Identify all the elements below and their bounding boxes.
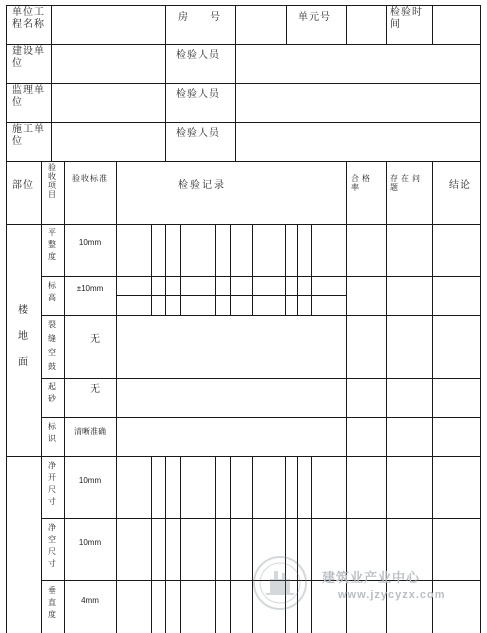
section-floor-label: 楼地面 <box>18 305 28 368</box>
col-standard: 验收标准 <box>72 174 108 183</box>
supervision-unit-label: 监理单位 <box>12 85 45 108</box>
unit-label: 单元号 <box>298 12 331 23</box>
construction-inspector-label: 检验人员 <box>176 50 220 61</box>
standard-clear-height: 10mm <box>78 538 102 547</box>
inspect-time-label: 检验时间 <box>390 7 423 30</box>
standard-flatness: 10mm <box>78 238 102 247</box>
col-issues: 存在问题 <box>390 174 423 192</box>
item-marking: 标识 <box>48 422 56 443</box>
watermark-seal-icon <box>252 555 308 611</box>
col-conclusion: 结论 <box>449 180 471 191</box>
col-record: 检验记录 <box>178 180 226 191</box>
item-cracks: 裂缝空鼓 <box>48 320 56 371</box>
col-location: 部位 <box>12 180 34 191</box>
standard-marking: 清晰准确 <box>74 427 106 436</box>
construction-unit-label: 建设单位 <box>12 46 45 69</box>
watermark-url: www.jzycyzx.com <box>338 589 446 601</box>
builder-inspector-label: 检验人员 <box>176 128 220 139</box>
item-verticality: 垂直度 <box>48 586 56 619</box>
item-clear-height: 净空尺寸 <box>48 523 56 568</box>
watermark-title: 建筑业产业中心 <box>322 570 421 585</box>
standard-sanding: 无 <box>90 384 100 395</box>
col-item: 验收项目 <box>48 163 56 199</box>
standard-clear-opening: 10mm <box>78 476 102 485</box>
standard-elevation: ±10mm <box>76 284 104 293</box>
standard-verticality: 4mm <box>81 596 99 605</box>
builder-unit-label: 施工单位 <box>12 124 45 147</box>
supervision-inspector-label: 检验人员 <box>176 89 220 100</box>
watermark <box>252 555 482 621</box>
room-label: 房号 <box>178 12 242 23</box>
col-pass-rate: 合格率 <box>351 174 373 192</box>
item-sanding: 起砂 <box>48 382 56 403</box>
project-name-label: 单位工程名称 <box>12 7 45 30</box>
item-elevation: 标高 <box>48 281 56 302</box>
standard-cracks: 无 <box>90 334 100 345</box>
item-flatness: 平整度 <box>48 228 56 261</box>
item-clear-opening: 净开尺寸 <box>48 461 56 506</box>
